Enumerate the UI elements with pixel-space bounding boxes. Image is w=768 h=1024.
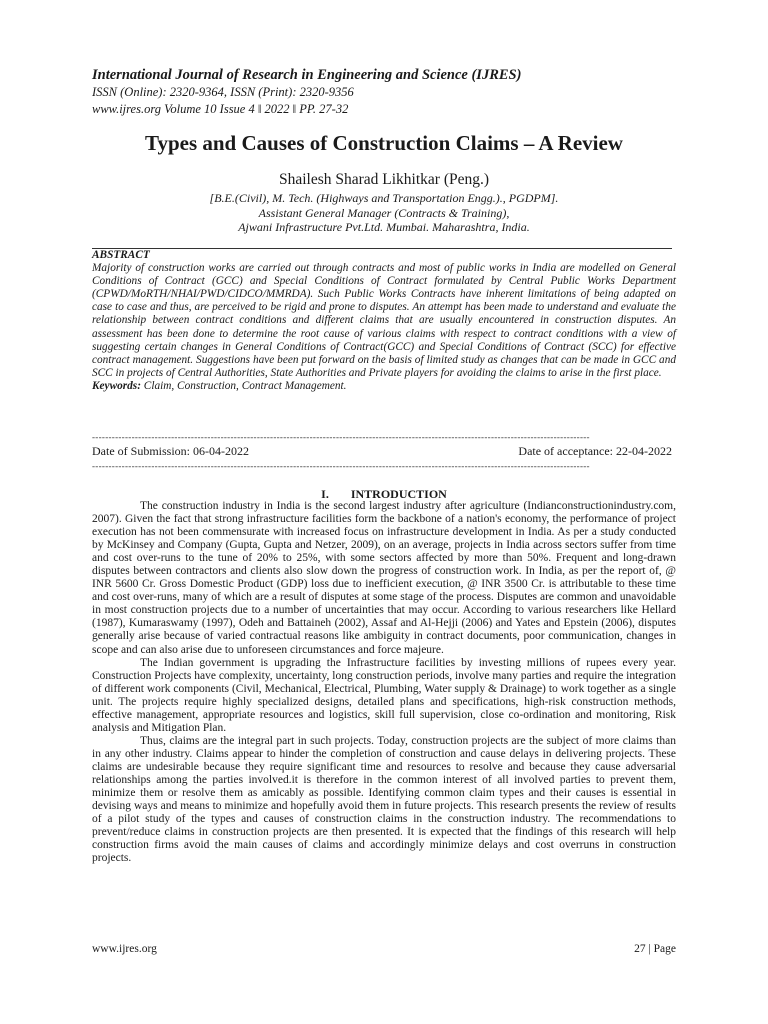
author-position: Assistant General Manager (Contracts & Training), [258, 205, 510, 220]
body-text [92, 500, 676, 865]
separator-line-top: ------------------------------------------------------------------------------------------------------------------------------------------------------- [92, 432, 590, 442]
keywords-line [92, 380, 676, 393]
journal-issn: ISSN (Online): 2320-9364, ISSN (Print): 2320-9356 [92, 85, 354, 99]
author-affiliation [60, 191, 708, 235]
footer-page-number: 27 | Page [634, 943, 676, 955]
paragraph: The construction industry in India is the second largest industry after agriculture (Indianconstructionindustry.com, 2007). Given the fact that strong infrastructure facilities form the backbone of a nation's economy, the performance of project execution has not been commensurate with increased focus on infrastructure development in India. As per a study conducted by McKinsey and Company (Gupta, Gupta and Netzer, 2009), on an average, projects in India across sectors suffer from time and cost over-runs to the tune of 20% to 25%, with some sectors affected by more than 50%. Frequent and long-drawn disputes between contractors and clients also slow down the progress of construction work. In India, as per the report of, @ INR 5600 Cr. Gross Domestic Product (GDP) loss due to inefficient execution, @ INR 3500 Cr. is attributable to these time and cost over-runs, many of which are a result of disputes at some stage of the process. Disputes are common and unavoidable in most construction projects due to a number of uncertainties that may occur. According to various researchers like Hellard (1987), Kumaraswamy (1997), Odeh and Battaineh (2002), Assaf and Al-Hejji (2006) and Yates and Epstein (2006), disputes generally arise because of varied contractual reasons like ambiguity in contract documents, poor communication, changes in scope and can also arise due to unforeseen circumstances and force majeure. [92, 500, 676, 656]
abstract-text: Majority of construction works are carried out through contracts and most of public works in India are modelled on General Conditions of Contract (GCC) and Special Conditions of Contract formulated by Central Public Works Department (CPWD/MoRTH/NHAI/PWD/CIDCO/MMRDA). Such Public Works Contracts have inherent limitations of being adapted on case to case and thus, are perceived to be rigid and prone to disputes. An attempt has been made to understand and evaluate the relationship between contract conditions and different claims that are usually encountered in construction disputes. An assessment has been done to determine the root cause of various claims with respect to contract conditions with a view of suggesting certain changes in General Conditions of Contract(GCC) and Special Conditions of Contract (SCC) for effective contract management. Suggestions have been put forward on the basis of limited study as changes that can be made in GCC and SCC in projects of Central Authorities, State Authorities and Private players for avoiding the claims to arise in the first place. [92, 262, 676, 379]
author-organization: Ajwani Infrastructure Pvt.Ltd. Mumbai. Maharashtra, India. [238, 220, 530, 234]
author-degrees: [B.E.(Civil), M. Tech. (Highways and Transportation Engg.)., PGDPM]. [209, 191, 559, 205]
journal-name: International Journal of Research in Engineering and Science (IJRES) [92, 67, 522, 83]
section-title: INTRODUCTION [350, 487, 447, 501]
section-number: I. [321, 487, 329, 501]
date-of-acceptance: Date of acceptance: 22-04-2022 [518, 444, 672, 458]
keywords-text: Claim, Construction, Contract Management. [143, 379, 347, 392]
footer-url: www.ijres.org [92, 943, 157, 955]
date-of-submission: Date of Submission: 06-04-2022 [92, 444, 249, 458]
paragraph: Thus, claims are the integral part in such projects. Today, construction projects are the subject of more claims than in any other industry. Claims appear to hinder the completion of construction and cause delays in delivering projects. These claims are undesirable because they require significant time and resources to resolve and because they cause adversarial relationships among the parties involved.it is therefore in the common interest of all involved parties to prevent them, minimize them or resolve them as amicably as possible. Identifying common claim types and their causes is essential in devising ways and means to minimize and hopefully avoid them in future projects. This research presents the review of results of a pilot study of the types and causes of construction claims in the construction industry. The recommendations to prevent/reduce claims in construction projects are then presented. It is expected that the findings of this research will help construction firms avoid the main causes of claims and accordingly minimize delays and cost overruns in construction projects. [92, 734, 676, 865]
separator-line-bottom: ------------------------------------------------------------------------------------------------------------------------------------------------------- [92, 461, 590, 471]
paper-title: Types and Causes of Construction Claims – A Review [145, 131, 623, 155]
journal-header [92, 67, 692, 118]
keywords-label: Keywords: [92, 379, 141, 392]
author-name: Shailesh Sharad Likhitkar (Peng.) [278, 171, 490, 188]
journal-volume: www.ijres.org Volume 10 Issue 4 ǁ 2022 ǁ PP. 27-32 [92, 102, 349, 116]
abstract-block [92, 249, 676, 393]
abstract-heading: ABSTRACT [92, 249, 150, 261]
paragraph: The Indian government is upgrading the Infrastructure facilities by investing millions of rupees every year. Construction Projects have complexity, uncertainty, long construction periods, involve many parties and require the integration of different work components (Civil, Mechanical, Electrical, Plumbing, Water supply & Drainage) to work together as a single unit. The projects require highly specialized designs, detailed plans and specifications, high-risk construction methods, effective management, appropriate resources and logistics, skill full supervision, close co-ordination and monitoring, Risk analysis and Mitigation Plan. [92, 656, 676, 734]
